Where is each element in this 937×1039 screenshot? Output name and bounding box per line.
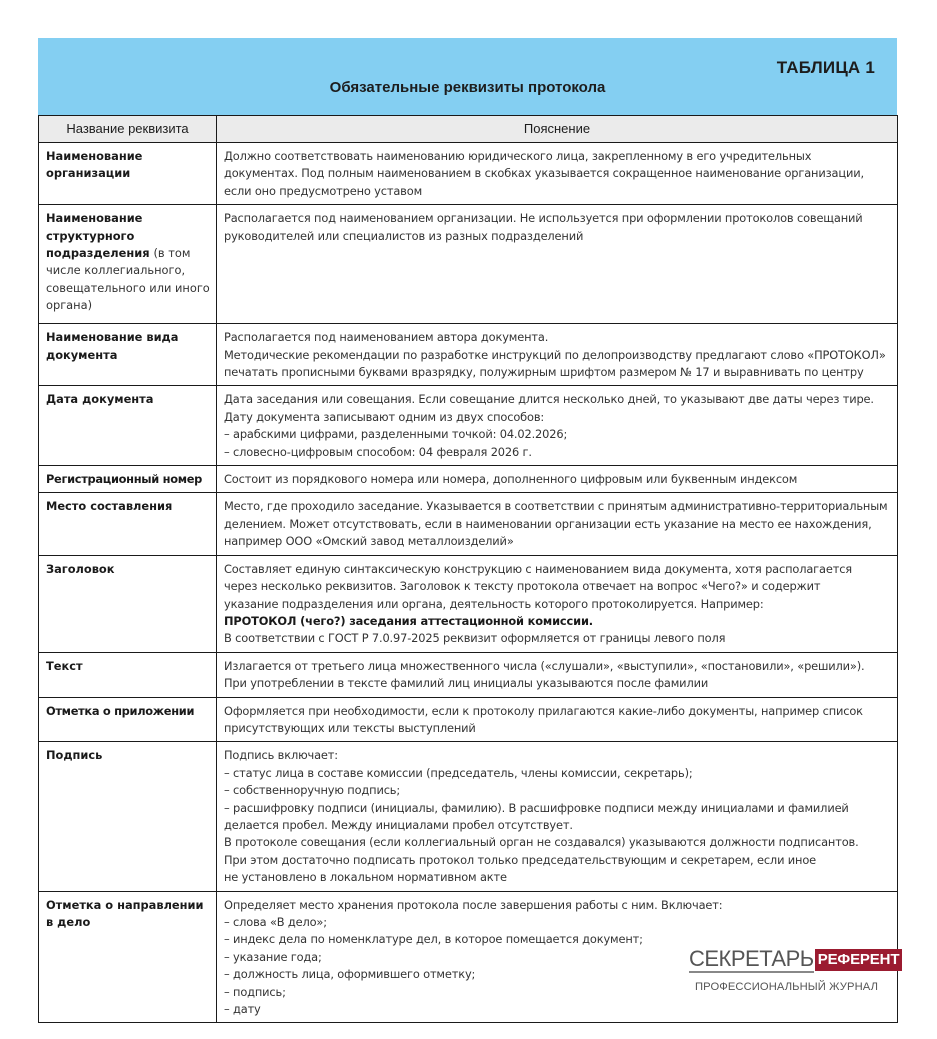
requisite-name: Наименование вида документа [39, 324, 217, 386]
description-line: В протоколе совещания (если коллегиальный орган не создавался) указываются должности подписантов. [224, 835, 859, 850]
requisite-description [217, 386, 898, 466]
table-title: Обязательные реквизиты протокола [329, 79, 606, 96]
description-line: присутствующих или тексты выступлений [224, 720, 476, 735]
requisite-name: Отметка о направлении в дело [39, 891, 217, 1023]
description-line: через несколько реквизитов. Заголовок к тексту протокола отвечает на вопрос «Чего?» и содержит [224, 579, 821, 594]
requisite-description [217, 493, 898, 555]
table-row [39, 555, 898, 652]
table-row [39, 742, 898, 891]
requisite-description [217, 466, 898, 493]
description-line: Составляет единую синтаксическую конструкцию с наименованием вида документа, хотя располагается [224, 561, 853, 576]
description-line: – арабскими цифрами, разделенными точкой: 04.02.2026; [224, 427, 568, 442]
table-row [39, 493, 898, 555]
requisite-name: Наименование организации [39, 143, 217, 205]
description-line: делением. Может отсутствовать, если в наименовании организации есть указание на место ее нахождения, [224, 516, 872, 531]
requisite-description [217, 652, 898, 697]
requisite-description [217, 143, 898, 205]
column-header-description: Пояснение [217, 116, 898, 143]
description-line: Методические рекомендации по разработке инструкций по делопроизводству предлагают слово «ПРОТОКОЛ» [224, 347, 886, 362]
requisite-name: Дата документа [39, 386, 217, 466]
description-line: Дату документа записывают одним из двух способов: [224, 409, 545, 424]
logo-brand-secretary: СЕКРЕТАРЬ [689, 945, 814, 971]
description-line: указание подразделения или органа, деятельность которого протоколируется. Например: [224, 596, 764, 611]
description-line: – указание года; [224, 949, 322, 964]
requisite-name: Наименование структурного подразделения (в том числе коллегиального, совещательного или иного органа) [39, 205, 217, 324]
table-row [39, 205, 898, 324]
document-page [38, 38, 900, 1023]
table-row [39, 891, 898, 1023]
logo-subtitle: ПРОФЕССИОНАЛЬНЫЙ ЖУРНАЛ [695, 980, 879, 993]
description-line: не установлено в локальном нормативном акте [224, 870, 507, 885]
requisite-description [217, 891, 898, 1023]
table-row [39, 324, 898, 386]
description-line: Состоит из порядкового номера или номера, дополненного цифровым или буквенным индексом [224, 472, 798, 487]
description-line: – статус лица в составе комиссии (председатель, члены комиссии, секретарь); [224, 765, 693, 780]
description-line: При этом достаточно подписать протокол только председательствующим и секретарем, если иное [224, 852, 817, 867]
description-line: Располагается под наименованием организации. Не используется при оформлении протоколов совещаний [224, 211, 863, 226]
description-line: документах. Под полным наименованием в скобках указывается сокращенное наименование организации, [224, 166, 864, 181]
description-line: Дата заседания или совещания. Если совещание длится несколько дней, то указывают две даты через тире. [224, 392, 874, 407]
requisite-name: Регистрационный номер [39, 466, 217, 493]
description-line: – индекс дела по номенклатуре дел, в которое помещается документ; [224, 932, 643, 947]
description-line: делается пробел. Между инициалами пробел отсутствует. [224, 817, 573, 832]
description-line: – собственноручную подпись; [224, 783, 401, 798]
description-line: Должно соответствовать наименованию юридического лица, закрепленному в его учредительных [224, 149, 812, 163]
description-line: Излагается от третьего лица множественного числа («слушали», «выступили», «постановили», «решили»). [224, 658, 865, 673]
description-line: если оно предусмотрено уставом [224, 183, 423, 198]
requisite-name: Место составления [39, 493, 217, 555]
table-number: ТАБЛИЦА 1 [776, 58, 875, 77]
description-line: В соответствии с ГОСТ Р 7.0.97-2025 реквизит оформляется от границы левого поля [224, 631, 726, 646]
table-row [39, 697, 898, 742]
table-banner [38, 38, 897, 115]
description-line: Оформляется при необходимости, если к протоколу прилагаются какие-либо документы, например список [224, 703, 863, 718]
logo-brand-referent: РЕФЕРЕНТ [815, 949, 903, 971]
description-line: – слова «В дело»; [224, 915, 327, 929]
description-line: – словесно-цифровым способом: 04 февраля 2026 г. [224, 444, 532, 459]
requisite-description [217, 205, 898, 324]
description-example-line: ПРОТОКОЛ (чего?) заседания аттестационной комиссии. [224, 613, 593, 628]
requisite-description [217, 742, 898, 891]
description-line: Подпись включает: [224, 748, 338, 763]
table-row [39, 652, 898, 697]
requisite-name-note: (в том числе коллегиального, совещательного или иного органа) [46, 246, 210, 313]
description-line: – подпись; [224, 984, 286, 999]
table-row [39, 143, 898, 205]
column-header-name: Название реквизита [39, 116, 217, 143]
logo-wordmark [689, 945, 900, 973]
description-line: – должность лица, оформившего отметку; [224, 967, 476, 982]
description-line: печатать прописными буквами вразрядку, полужирным шрифтом размером № 17 и выравнивать по центру [224, 365, 864, 380]
description-line: руководителей или специалистов из разных подразделений [224, 228, 584, 243]
requisite-description [217, 697, 898, 742]
requisites-table [38, 115, 898, 1023]
description-line: например ООО «Омский завод металлоизделий» [224, 534, 514, 549]
description-line: Место, где проходило заседание. Указывается в соответствии с принятым административно-территориальным [224, 499, 888, 514]
description-line: При употреблении в тексте фамилий лиц инициалы указываются после фамилии [224, 676, 709, 691]
description-line: Определяет место хранения протокола после завершения работы с ним. Включает: [224, 897, 723, 912]
requisite-name: Отметка о приложении [39, 697, 217, 742]
journal-logo [689, 945, 900, 996]
requisite-name: Подпись [39, 742, 217, 891]
description-line: – дату [224, 1002, 261, 1017]
description-line: Располагается под наименованием автора документа. [224, 330, 549, 345]
table-row [39, 466, 898, 493]
description-line: – расшифровку подписи (инициалы, фамилию). В расшифровке подписи между инициалами и фамилией [224, 800, 849, 815]
requisite-description [217, 324, 898, 386]
requisite-description [217, 555, 898, 652]
table-header-row [39, 116, 898, 143]
requisite-name: Текст [39, 652, 217, 697]
requisite-name: Заголовок [39, 555, 217, 652]
table-row [39, 386, 898, 466]
